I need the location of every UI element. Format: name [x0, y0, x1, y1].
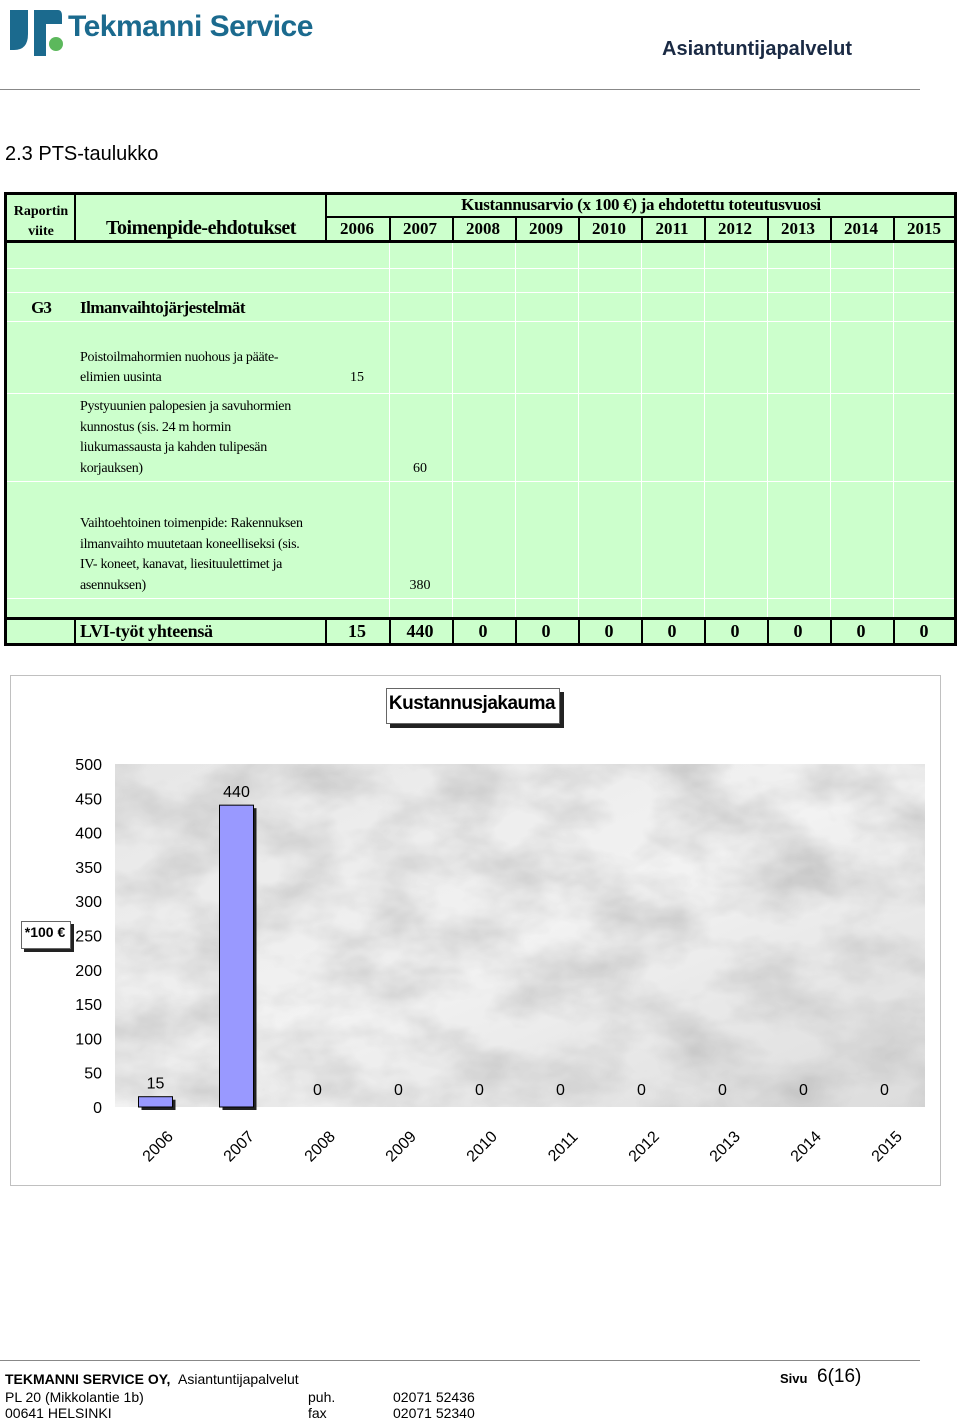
total-value: 0	[730, 621, 740, 641]
x-tick-label: 2015	[868, 1128, 906, 1166]
year-header: 2012	[718, 219, 752, 238]
header-title: Asiantuntijapalvelut	[662, 38, 853, 60]
bar	[139, 1097, 173, 1107]
footer-address-line1: PL 20 (Mikkolantie 1b)	[5, 1389, 144, 1405]
footer-phone: 02071 52436	[393, 1389, 475, 1405]
y-tick-label: 0	[93, 1100, 102, 1117]
x-tick-label: 2013	[706, 1128, 744, 1166]
data-label: 0	[718, 1082, 727, 1099]
total-value: 0	[793, 621, 803, 641]
year-header: 2009	[529, 219, 563, 238]
x-tick-label: 2010	[463, 1128, 501, 1166]
total-value: 0	[541, 621, 551, 641]
data-label: 0	[475, 1082, 484, 1099]
year-header: 2007	[403, 219, 437, 238]
y-tick-label: 300	[75, 894, 102, 912]
y-tick-label: 450	[75, 791, 102, 809]
measure-row-1-line: elimien uusinta	[80, 370, 162, 385]
col-ref-header-line1: Raportin	[13, 204, 69, 219]
y-axis-unit-label: *100 €	[24, 924, 66, 940]
year-header: 2014	[844, 219, 878, 238]
x-tick-label: 2008	[301, 1128, 339, 1166]
y-tick-label: 250	[75, 928, 102, 946]
measure-row-3-value: 380	[409, 578, 431, 593]
year-header: 2013	[781, 219, 815, 238]
measure-row-3-line: ilmanvaihto muutetaan koneelliseksi (sis.	[80, 537, 300, 552]
total-value: 0	[667, 621, 677, 641]
total-value: 0	[604, 621, 614, 641]
section-title: 2.3 PTS-taulukko	[5, 143, 159, 165]
bar	[220, 805, 254, 1107]
year-header: 2015	[907, 219, 941, 238]
footer-fax-label: fax	[308, 1405, 327, 1421]
group-title: Ilmanvaihtojärjestelmät	[80, 298, 246, 317]
x-tick-label: 2006	[139, 1128, 177, 1166]
y-tick-label: 500	[75, 757, 102, 774]
footer-fax: 02071 52340	[393, 1405, 475, 1421]
measure-row-2-line: Pystyuunien palopesien ja savuhormien	[80, 399, 291, 414]
data-label: 440	[223, 784, 250, 802]
footer-company-suffix: Asiantuntijapalvelut	[178, 1371, 299, 1387]
y-tick-label: 50	[84, 1065, 102, 1083]
chart-title: Kustannusjakauma	[388, 693, 556, 714]
y-tick-label: 200	[75, 962, 102, 980]
x-tick-label: 2014	[787, 1128, 825, 1166]
year-header: 2008	[466, 219, 500, 238]
measure-row-2-value: 60	[413, 461, 427, 476]
logo-text: Tekmanni Service	[68, 10, 313, 43]
year-header: 2011	[655, 219, 689, 238]
total-label: LVI-työt yhteensä	[80, 621, 213, 641]
x-tick-label: 2012	[625, 1128, 663, 1166]
total-value: 0	[478, 621, 488, 641]
x-tick-label: 2007	[220, 1128, 258, 1166]
y-tick-label: 100	[75, 1031, 102, 1049]
measure-row-3-line: asennuksen)	[80, 578, 146, 593]
measure-row-1-value: 15	[350, 370, 364, 385]
footer-address-line2: 00641 HELSINKI	[5, 1405, 112, 1421]
data-label: 0	[313, 1082, 322, 1099]
measure-row-3-line: IV- koneet, kanavat, liesituulettimet ja	[80, 557, 283, 572]
total-value: 0	[919, 621, 929, 641]
y-tick-label: 350	[75, 859, 102, 877]
footer-phone-label: puh.	[308, 1389, 336, 1405]
y-tick-label: 150	[75, 997, 102, 1015]
measure-row-1-line: Poistoilmahormien nuohous ja pääte-	[80, 350, 279, 365]
data-label: 0	[880, 1082, 889, 1099]
total-value: 0	[856, 621, 866, 641]
footer-divider	[0, 1360, 920, 1361]
group-ref: G3	[31, 298, 51, 317]
col-ref-header-line2: viite	[28, 224, 54, 239]
measure-row-2-line: kunnostus (sis. 24 m hormin	[80, 420, 231, 435]
measure-row-2-line: liukumassausta ja kahden tulipesän	[80, 440, 267, 455]
footer-company: TEKMANNI SERVICE OY,	[5, 1371, 171, 1387]
y-tick-label: 400	[75, 825, 102, 843]
x-tick-label: 2011	[545, 1128, 582, 1165]
measure-row-3-line: Vaihtoehtoinen toimenpide: Rakennuksen	[80, 516, 303, 531]
total-value: 440	[406, 621, 434, 641]
data-label: 0	[556, 1082, 565, 1099]
x-tick-label: 2009	[382, 1128, 420, 1166]
year-header: 2010	[592, 219, 626, 238]
footer-page-number: 6(16)	[817, 1366, 862, 1387]
total-value: 15	[348, 621, 366, 641]
data-label: 0	[799, 1082, 808, 1099]
year-header: 2006	[340, 219, 374, 238]
data-label: 0	[637, 1082, 646, 1099]
col-measures-header: Toimenpide-ehdotukset	[106, 217, 296, 239]
measure-row-2-line: korjauksen)	[80, 461, 143, 476]
cost-header: Kustannusarvio (x 100 €) ja ehdotettu toteutusvuosi	[461, 195, 821, 214]
footer-page-label: Sivu	[780, 1371, 808, 1386]
data-label: 0	[394, 1082, 403, 1099]
data-label: 15	[146, 1075, 165, 1093]
